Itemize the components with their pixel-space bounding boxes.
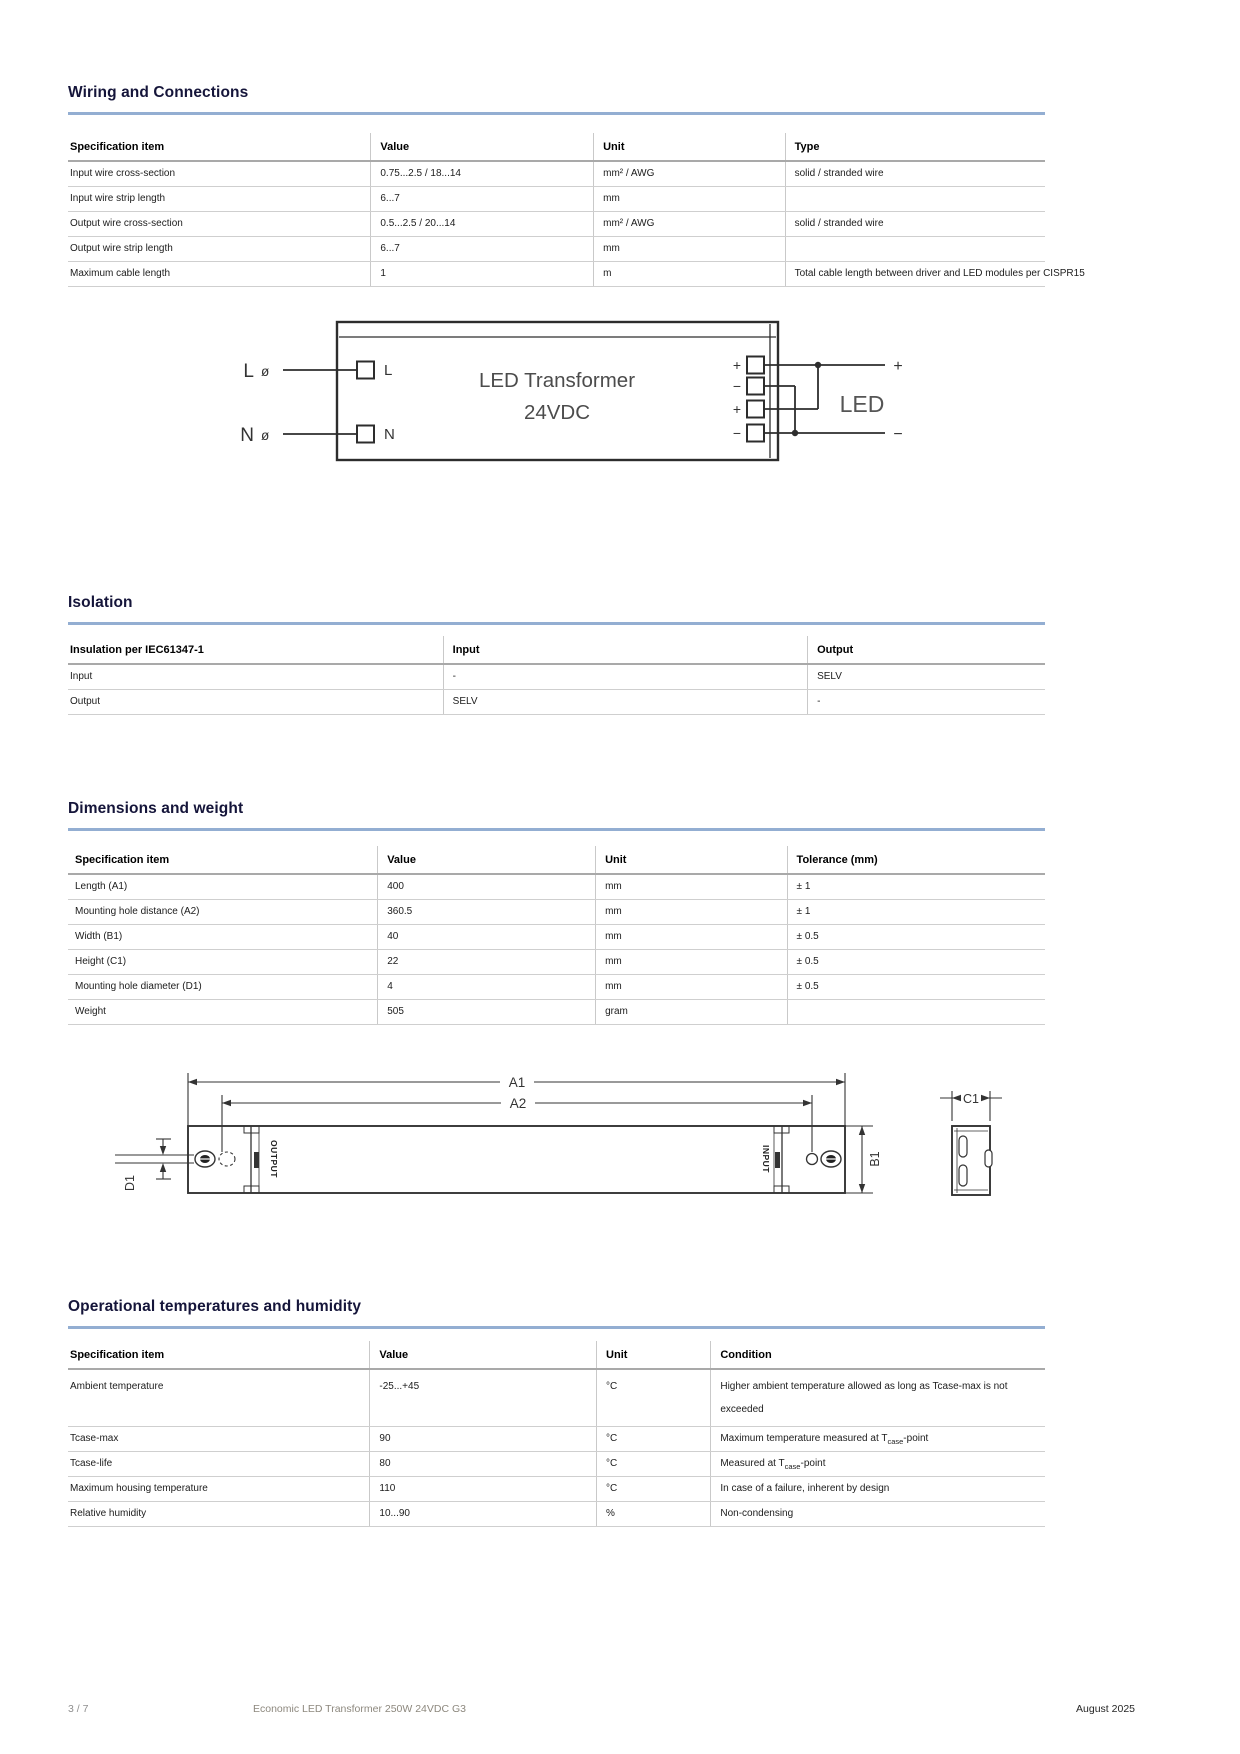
table-cell: Measured at $T_{case}$-point [711,1452,1045,1477]
operational-table [68,1341,1045,1527]
table-cell: % [597,1502,711,1527]
table-row [68,161,1045,187]
dim-b1-label: B1 [868,1151,882,1167]
table-cell: 80 [370,1452,597,1477]
table-row [68,950,1045,975]
table-cell: mm² / AWG [594,212,785,237]
mounting-hole-right [807,1151,842,1167]
table-cell: Ambient temperature [68,1369,370,1427]
transformer-title: LED Transformer [478,369,636,392]
table-row [68,900,1045,925]
table-row [68,262,1045,287]
table-cell: 360.5 [378,900,596,925]
column-header: Output [808,636,1045,664]
table-cell: 110 [370,1477,597,1502]
table-row [68,1000,1045,1025]
table-cell [785,187,1045,212]
table-cell: mm [596,925,787,950]
column-header: Value [378,846,596,874]
column-header: Condition [711,1341,1045,1369]
table-row [68,187,1045,212]
table-header-row [68,846,1045,874]
wiring-connections-table [68,133,1085,287]
table-cell: Maximum housing temperature [68,1477,370,1502]
table-cell: 22 [378,950,596,975]
table-row [68,690,1045,715]
table-row [68,237,1045,262]
table-cell: ± 0.5 [787,925,1045,950]
mains-input-wires [283,362,374,443]
section-rule [68,1326,1045,1329]
mains-n-label: N [240,425,254,446]
table-cell [787,1000,1045,1025]
table-cell: Mounting hole diameter (D1) [68,975,378,1000]
terminal-polarity-label: + [732,401,741,417]
table-row [68,212,1045,237]
table-header-row [68,636,1045,664]
output-minus-label: − [893,426,903,443]
table-cell: mm [596,975,787,1000]
column-header: Insulation per IEC61347-1 [68,636,443,664]
column-header: Type [785,133,1045,161]
table-cell: Higher ambient temperature allowed as long as Tcase-max is not exceeded [711,1369,1045,1427]
table-cell: - [443,664,807,690]
dim-a1-label: A1 [508,1075,526,1090]
table-cell: Length (A1) [68,874,378,900]
dim-d1-label: D1 [123,1175,137,1191]
table-row [68,664,1045,690]
table-cell: 1 [371,262,594,287]
terminal-polarity-label: + [732,357,741,373]
column-header: Value [371,133,594,161]
table-cell: Output wire cross-section [68,212,371,237]
footer-page-number: 3 / 7 [68,1703,89,1715]
terminal-polarity-label: − [732,378,741,394]
table-cell: ± 1 [787,900,1045,925]
table-cell: Mounting hole distance (A2) [68,900,378,925]
table-cell: 4 [378,975,596,1000]
footer-date: August 2025 [1076,1703,1135,1715]
table-cell: Relative humidity [68,1502,370,1527]
table-row [68,874,1045,900]
table-cell: °C [597,1477,711,1502]
dimension-drawing [0,1055,1240,1235]
table-cell: - [808,690,1045,715]
table-row [68,975,1045,1000]
table-cell: mm [596,874,787,900]
output-terminal-label: OUTPUT [269,1140,279,1178]
section-title-isolation: Isolation [68,594,133,611]
table-cell: 6...7 [371,187,594,212]
table-cell: Maximum cable length [68,262,371,287]
table-cell [785,237,1045,262]
table-cell: Input wire cross-section [68,161,371,187]
mounting-hole-left [195,1151,235,1167]
table-cell: 90 [370,1427,597,1452]
column-header: Unit [597,1341,711,1369]
table-row [68,1427,1045,1452]
table-row [68,1452,1045,1477]
section-rule [68,622,1045,625]
table-cell: 0.5...2.5 / 20...14 [371,212,594,237]
table-cell: -25...+45 [370,1369,597,1427]
footer-product-name: Economic LED Transformer 250W 24VDC G3 [253,1703,466,1715]
mains-l-label: L [243,361,254,382]
table-cell: mm [596,900,787,925]
dim-c1-label: C1 [963,1092,979,1106]
table-cell: 6...7 [371,237,594,262]
table-cell: Non-condensing [711,1502,1045,1527]
column-header: Input [443,636,807,664]
table-header-row [68,133,1045,161]
table-cell: °C [597,1369,711,1427]
table-cell: mm [596,950,787,975]
table-cell: SELV [443,690,807,715]
column-header: Specification item [68,1341,370,1369]
table-cell: ± 0.5 [787,975,1045,1000]
section-title-operational: Operational temperatures and humidity [68,1298,362,1315]
table-cell: Input wire strip length [68,187,371,212]
table-row [68,1477,1045,1502]
transformer-voltage: 24VDC [523,401,591,424]
section-title-wiring: Wiring and Connections [68,84,249,101]
table-cell: °C [597,1427,711,1452]
table-row [68,1369,1045,1427]
table-cell: ± 0.5 [787,950,1045,975]
phase-symbol: ø [261,364,270,379]
table-cell: Output wire strip length [68,237,371,262]
table-cell: 0.75...2.5 / 18...14 [371,161,594,187]
section-rule [68,112,1045,115]
input-terminal-label: INPUT [761,1145,771,1173]
column-header: Value [370,1341,597,1369]
table-cell: 505 [378,1000,596,1025]
table-cell: mm [594,237,785,262]
column-header: Unit [594,133,785,161]
table-cell: Input [68,664,443,690]
table-cell: In case of a failure, inherent by design [711,1477,1045,1502]
table-cell: ± 1 [787,874,1045,900]
table-cell: Tcase-life [68,1452,370,1477]
wiring-diagram [0,300,1240,475]
column-header: Specification item [68,846,378,874]
section-title-dimensions: Dimensions and weight [68,800,244,817]
table-cell: SELV [808,664,1045,690]
table-cell: Output [68,690,443,715]
table-cell: °C [597,1452,711,1477]
led-label: LED [839,391,885,417]
dimensions-table [68,846,1045,1025]
terminal-polarity-label: − [732,425,741,441]
table-cell: m [594,262,785,287]
table-cell: 400 [378,874,596,900]
table-header-row [68,1341,1045,1369]
dim-d1 [115,1139,194,1179]
table-cell: Height (C1) [68,950,378,975]
terminal-l-label: L [384,362,393,379]
output-plus-label: + [893,358,903,375]
phase-symbol: ø [261,428,270,443]
table-cell: Width (B1) [68,925,378,950]
table-row [68,1502,1045,1527]
isolation-table [68,636,1045,715]
driver-body-outline [188,1126,845,1193]
column-header: Tolerance (mm) [787,846,1045,874]
table-cell: solid / stranded wire [785,161,1045,187]
table-cell: mm² / AWG [594,161,785,187]
table-cell: Tcase-max [68,1427,370,1452]
table-cell: gram [596,1000,787,1025]
table-cell: Weight [68,1000,378,1025]
table-cell: solid / stranded wire [785,212,1045,237]
table-cell: Total cable length between driver and LED modules per CISPR15 [785,262,1045,287]
section-rule [68,828,1045,831]
table-cell: 40 [378,925,596,950]
table-cell: Maximum temperature measured at $T_{case}$-point [711,1427,1045,1452]
table-cell: mm [594,187,785,212]
table-row [68,925,1045,950]
terminal-n-label: N [384,426,395,443]
column-header: Unit [596,846,787,874]
column-header: Specification item [68,133,371,161]
dim-a2-label: A2 [509,1096,527,1111]
table-cell: 10...90 [370,1502,597,1527]
